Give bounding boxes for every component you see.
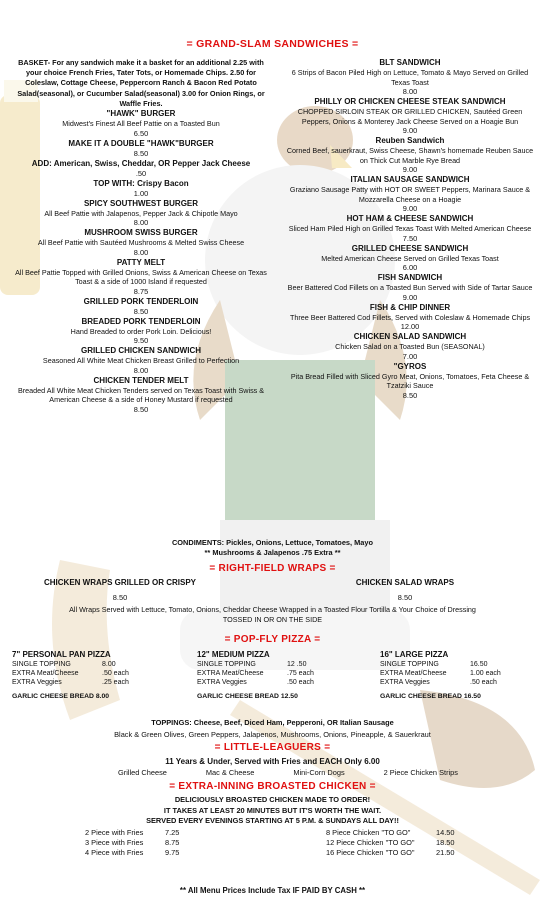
pizza-price-row [12, 669, 162, 678]
menu-item-name: GRILLED PORK TENDERLOIN [83, 296, 199, 306]
wraps-dressing-note: TOSSED IN OR ON THE SIDE [222, 615, 323, 624]
menu-item-description: CHOPPED SIRLOIN STEAK OR GRILLED CHICKEN, Sautéed Green Peppers, Onions & Monterey Jack Cheese Served on a Hoagie Bun [297, 107, 523, 126]
pizza-option-price: .25 each [102, 679, 129, 686]
pizza-option-label: EXTRA Veggies [380, 679, 430, 686]
broasted-option: 8 Piece Chicken "TO GO" [326, 828, 411, 837]
menu-item [285, 244, 535, 274]
menu-item-description: Chicken Salad on a Toasted Bun (SEASONAL) [335, 342, 485, 351]
kids-option: Mini-Corn Dogs [293, 768, 345, 777]
broasted-row [85, 838, 195, 848]
broasted-row [326, 848, 466, 858]
condiments-extra: ** Mushrooms & Jalapenos .75 Extra ** [204, 548, 341, 557]
broasted-option: 12 Piece Chicken "TO GO" [326, 838, 415, 847]
menu-item [10, 228, 272, 258]
menu-item [285, 273, 535, 303]
menu-item-name: "HAWK" BURGER [106, 109, 176, 119]
menu-item-description: All Beef Pattie Topped with Grilled Onions, Swiss & American Cheese on Texas Toast & a side of 1000 Island if requested [15, 267, 267, 287]
menu-item-price: 7.00 [402, 351, 418, 361]
pizza-price-row [197, 660, 347, 669]
pizza-option-price: .75 each [287, 670, 314, 677]
basket-description: BASKET- For any sandwich make it a basket for an additional 2.25 with your choice French Fries, Tater Tots, or Homemade Chips. 2.50 for Coleslaw, Cottage Cheese, Peppercorn Ranch & Bacon Red Potato Salad(seasonal), or Cucumber Salad(seasonal) 3.00 for Onion Rings, or Waffle Fries. [17, 58, 265, 108]
menu-item-name: MAKE IT A DOUBLE "HAWK"BURGER [68, 138, 214, 148]
pizza-option-price: .50 each [102, 670, 129, 677]
pizza-size-title: 7" PERSONAL PAN PIZZA [12, 650, 111, 659]
menu-item-name: ADD: American, Swiss, Cheddar, OR Pepper Jack Cheese [31, 158, 251, 168]
menu-item-description: 6 Strips of Bacon Piled High on Lettuce, Tomato & Mayo Served on Grilled Texas Toast [291, 68, 529, 87]
menu-item-price: 7.50 [402, 233, 418, 243]
menu-item [285, 175, 535, 214]
little-leaguers-header: = LITTLE-LEAGUERS = [214, 742, 331, 753]
menu-item-name: FISH & CHIP DINNER [369, 302, 451, 312]
pizza-toppings-line2: Black & Green Olives, Green Peppers, Jalapenos, Mushrooms, Onions, Pineapple, & Sauerkraut [114, 730, 431, 739]
menu-item-name: HOT HAM & CHEESE SANDWICH [346, 214, 474, 223]
menu-item-price: 8.00 [133, 247, 149, 257]
garlic-cheese-bread: GARLIC CHEESE BREAD 8.00 [12, 693, 110, 700]
pizza-toppings-line1: TOPPINGS: Cheese, Beef, Diced Ham, Pepperoni, OR Italian Sausage [151, 718, 394, 727]
broasted-row [85, 828, 195, 838]
broasted-line3: SERVED EVERY EVENINGS STARTING AT 5 P.M. & SUNDAYS ALL DAY!! [146, 816, 399, 825]
pizza-price-row [197, 678, 347, 687]
menu-item-description: Breaded All White Meat Chicken Tenders served on Texas Toast with Swiss & American Cheese & a side of Honey Mustard if requested [17, 385, 265, 405]
menu-item [10, 297, 272, 317]
broasted-price: 14.50 [436, 828, 455, 837]
menu-item-price: 8.00 [133, 365, 149, 375]
menu-item-price: 8.50 [133, 148, 149, 158]
menu-item-price: .50 [135, 168, 147, 178]
right-sandwich-column [285, 58, 535, 401]
menu-item [10, 109, 272, 139]
menu-item-name: GRILLED CHEESE SANDWICH [351, 243, 469, 253]
menu-item-price: 6.00 [402, 263, 418, 272]
menu-item-description: Three Beer Battered Cod Fillets, Served with Coleslaw & Homemade Chips [289, 312, 531, 322]
menu-item [10, 139, 272, 159]
broasted-line1: DELICIOUSLY BROASTED CHICKEN MADE TO ORDER! [174, 795, 371, 804]
pizza-price-row [380, 669, 530, 678]
pizza-option-label: EXTRA Veggies [12, 679, 62, 686]
menu-item-name: Reuben Sandwich [375, 136, 445, 145]
menu-item [285, 136, 535, 175]
broasted-option: 3 Piece with Fries [85, 838, 144, 847]
menu-item [10, 346, 272, 376]
menu-item-description: Midwest's Finest All Beef Pattie on a Toasted Bun [62, 119, 220, 129]
menu-item-name: CHICKEN SALAD SANDWICH [353, 332, 467, 341]
kids-option: Mac & Cheese [205, 768, 255, 777]
broasted-option: 2 Piece with Fries [85, 828, 144, 837]
menu-item-price: 8.50 [402, 390, 418, 400]
menu-item [285, 97, 535, 136]
menu-item [285, 303, 535, 333]
menu-item [10, 258, 272, 297]
menu-item-price: 1.00 [133, 188, 149, 198]
pizza-size-column [380, 650, 530, 700]
cash-tax-note: ** All Menu Prices Include Tax IF PAID BY CASH ** [179, 886, 366, 895]
broasted-row [326, 838, 466, 848]
garlic-cheese-bread: GARLIC CHEESE BREAD 16.50 [380, 693, 481, 700]
menu-item-description: Melted American Cheese Served on Grilled Texas Toast [321, 253, 499, 263]
menu-item-price: 8.00 [133, 218, 149, 228]
broasted-price: 9.75 [165, 848, 180, 857]
wraps-description: All Wraps Served with Lettuce, Tomato, Onions, Cheddar Cheese Wrapped in a Toasted Flour Tortilla & Your Choice of Dressing [69, 605, 476, 614]
broasted-row [326, 828, 466, 838]
pizza-option-price: 16.50 [470, 661, 488, 668]
pizza-option-label: SINGLE TOPPING [12, 661, 71, 668]
broasted-row [85, 848, 195, 858]
broasted-price: 21.50 [436, 848, 455, 857]
pizza-size-title: 12" MEDIUM PIZZA [197, 650, 270, 659]
menu-item-price: 9.00 [402, 204, 418, 213]
broasted-price: 8.75 [165, 838, 180, 847]
menu-item-description: Beer Battered Cod Fillets on a Toasted Bun Served with Side of Tartar Sauce [287, 283, 533, 292]
pizza-option-label: SINGLE TOPPING [380, 661, 439, 668]
broasted-price: 18.50 [436, 838, 455, 847]
menu-item [285, 332, 535, 362]
menu-item-description: Seasoned All White Meat Chicken Breast Grilled to Perfection [42, 356, 240, 366]
menu-item [285, 58, 535, 97]
pizza-option-label: EXTRA Meat/Cheese [380, 670, 447, 677]
menu-item-name: TOP WITH: Crispy Bacon [93, 178, 189, 188]
menu-item-name: FISH SANDWICH [377, 273, 443, 282]
pizza-option-label: SINGLE TOPPING [197, 661, 256, 668]
pizza-size-column [12, 650, 162, 700]
menu-item-name: "GYROS [393, 361, 427, 371]
pizza-option-price: 1.00 each [470, 670, 501, 677]
pizza-price-row [380, 660, 530, 669]
broasted-line2: IT TAKES AT LEAST 20 MINUTES BUT IT'S WORTH THE WAIT. [163, 806, 382, 815]
menu-item-price: 12.00 [400, 322, 420, 331]
pizza-size-column [197, 650, 347, 700]
pizza-option-label: EXTRA Meat/Cheese [197, 670, 264, 677]
menu-item-price: 8.50 [133, 306, 149, 316]
menu-item-description: Corned Beef, sauerkraut, Swiss Cheese, Shawn's homemade Reuben Sauce on Thick Cut Marble Rye Bread [286, 146, 534, 165]
little-leaguers-info: 11 Years & Under, Served with Fries and EACH Only 6.00 [165, 757, 380, 766]
menu-item-description: All Beef Pattie with Jalapenos, Pepper Jack & Chipotle Mayo [44, 208, 238, 218]
little-leaguers-options [118, 768, 458, 777]
pizza-option-price: 12 .50 [287, 661, 307, 668]
menu-item-price: 6.50 [133, 128, 149, 138]
garlic-cheese-bread: GARLIC CHEESE BREAD 12.50 [197, 693, 298, 700]
menu-item-price: 9.00 [402, 126, 418, 135]
pizza-price-row [380, 678, 530, 687]
menu-item-description: Hand Breaded to order Pork Loin. Delicious! [70, 326, 212, 336]
menu-item-name: GRILLED CHICKEN SANDWICH [81, 346, 201, 356]
menu-item [10, 376, 272, 415]
grand-slam-sandwiches-header: = GRAND-SLAM SANDWICHES = [186, 38, 359, 50]
chicken-wraps-price: 8.50 [112, 593, 128, 602]
menu-item-price: 9.50 [133, 336, 149, 346]
chicken-salad-wraps-price: 8.50 [397, 593, 413, 602]
menu-item-name: BREADED PORK TENDERLOIN [81, 316, 201, 326]
menu-item [10, 317, 272, 347]
kids-option: 2 Piece Chicken Strips [383, 768, 458, 777]
pizza-option-price: .50 each [287, 679, 314, 686]
broasted-dine-in-list [85, 828, 195, 858]
broasted-to-go-list [326, 828, 466, 858]
pizza-option-price: .50 each [470, 679, 497, 686]
pizza-option-price: 8.00 [102, 661, 116, 668]
pizza-price-row [197, 669, 347, 678]
menu-item [285, 214, 535, 244]
broasted-option: 4 Piece with Fries [85, 848, 144, 857]
menu-item-name: CHICKEN TENDER MELT [93, 375, 189, 385]
menu-item-price: 9.00 [402, 165, 418, 174]
pop-fly-pizza-header: = POP-FLY PIZZA = [224, 634, 321, 645]
menu-item [10, 159, 272, 179]
menu-item-description: Graziano Sausage Patty with HOT OR SWEET Peppers, Marinara Sauce & Mozzarella Cheese on a Hoagie [289, 185, 531, 204]
menu-item-price: 8.75 [133, 286, 149, 296]
broasted-option: 16 Piece Chicken "TO GO" [326, 848, 415, 857]
broasted-price: 7.25 [165, 828, 180, 837]
menu-item-price: 8.50 [133, 404, 149, 414]
menu-item-name: PATTY MELT [116, 257, 166, 267]
pizza-size-title: 16" LARGE PIZZA [380, 650, 449, 659]
pizza-price-row [12, 660, 162, 669]
condiments-line: CONDIMENTS: Pickles, Onions, Lettuce, Tomatoes, Mayo [171, 538, 374, 547]
menu-item [285, 362, 535, 401]
menu-item-name: PHILLY OR CHICKEN CHEESE STEAK SANDWICH [314, 97, 506, 106]
kids-option: Grilled Cheese [118, 768, 167, 777]
chicken-wraps-name: CHICKEN WRAPS GRILLED OR CRISPY [43, 578, 196, 587]
menu-item [10, 199, 272, 229]
menu-item [10, 179, 272, 199]
menu-item-name: ITALIAN SAUSAGE SANDWICH [350, 175, 470, 184]
menu-item-name: MUSHROOM SWISS BURGER [84, 228, 198, 238]
pizza-option-label: EXTRA Veggies [197, 679, 247, 686]
menu-item-price: 9.00 [402, 292, 418, 302]
extra-inning-broasted-chicken-header: = EXTRA-INNING BROASTED CHICKEN = [169, 781, 376, 792]
menu-item-price: 8.00 [402, 87, 418, 96]
menu-item-name: BLT SANDWICH [379, 58, 441, 67]
menu-item-name: SPICY SOUTHWEST BURGER [83, 198, 199, 208]
menu-item-description: All Beef Pattie with Sautéed Mushrooms & Melted Swiss Cheese [37, 238, 245, 248]
right-field-wraps-header: = RIGHT-FIELD WRAPS = [209, 563, 336, 574]
pizza-option-label: EXTRA Meat/Cheese [12, 670, 79, 677]
menu-item-description: Sliced Ham Piled High on Grilled Texas Toast With Melted American Cheese [288, 224, 532, 233]
menu-item-description: Pita Bread Filled with Sliced Gyro Meat, Onions, Tomatoes, Feta Cheese & Tzatziki Sauce [290, 371, 530, 390]
left-sandwich-column [10, 58, 272, 415]
pizza-price-row [12, 678, 162, 687]
chicken-salad-wraps-name: CHICKEN SALAD WRAPS [355, 578, 455, 587]
